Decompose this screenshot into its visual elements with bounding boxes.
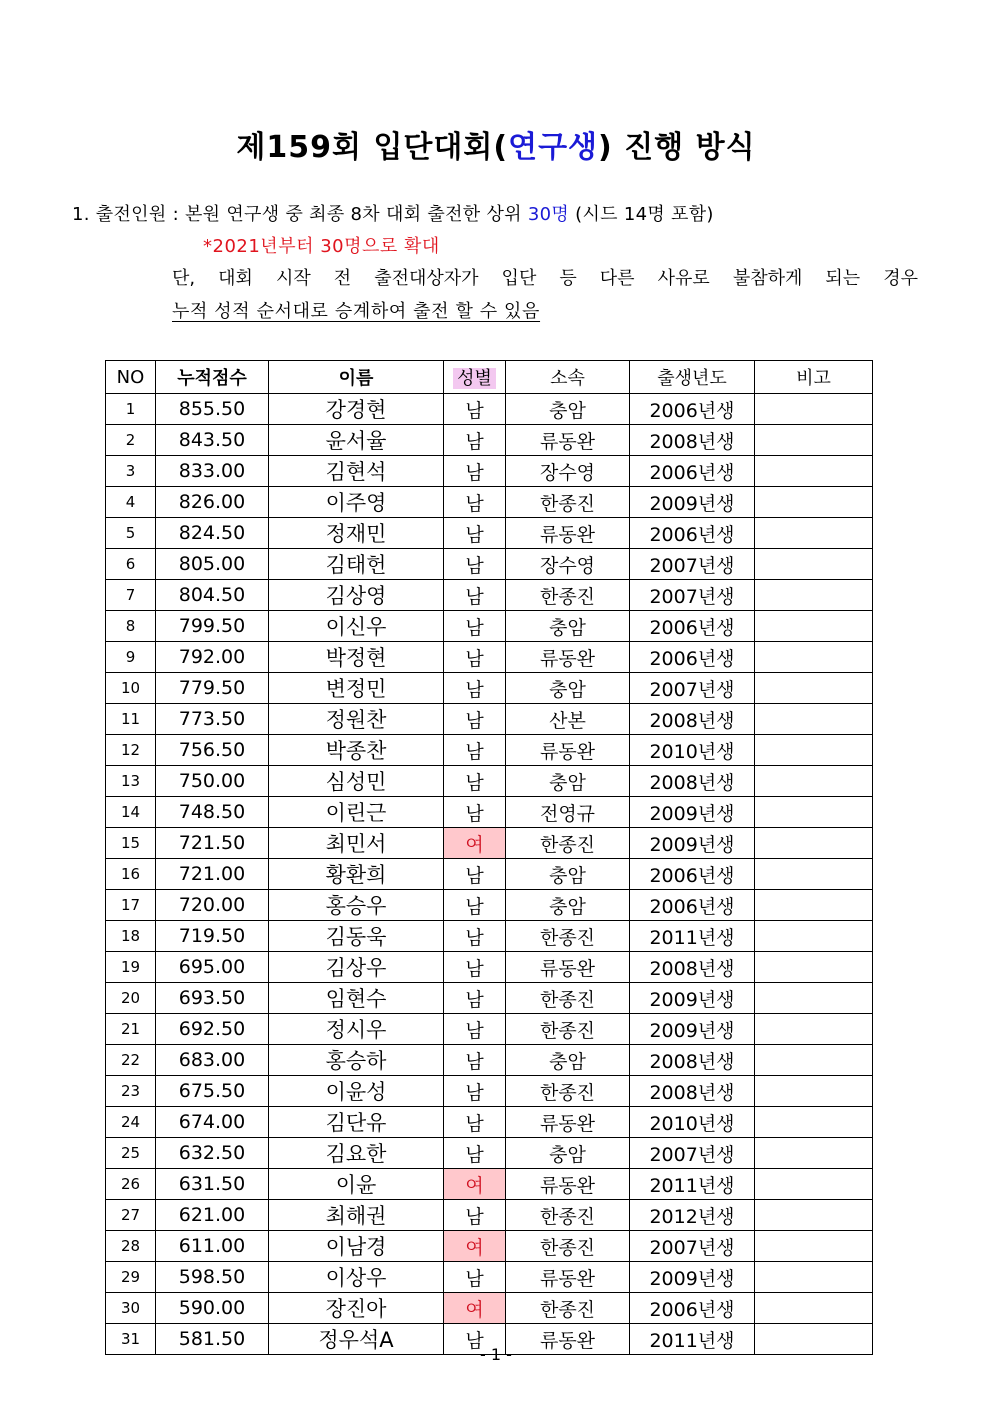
participants-count: 30명 bbox=[527, 204, 570, 225]
cell-note bbox=[755, 518, 873, 549]
cell-note bbox=[755, 1107, 873, 1138]
header-gender bbox=[444, 361, 506, 394]
table-row bbox=[106, 1138, 873, 1169]
header-name: 이름 bbox=[269, 361, 444, 394]
cell-gender: 남 bbox=[444, 766, 506, 797]
cell-club: 류동완 bbox=[506, 735, 630, 766]
participants-line bbox=[72, 200, 714, 226]
cell-score: 598.50 bbox=[156, 1262, 269, 1293]
table-row bbox=[106, 456, 873, 487]
cell-name: 최민서 bbox=[269, 828, 444, 859]
cell-no: 29 bbox=[106, 1262, 156, 1293]
cell-club: 산본 bbox=[506, 704, 630, 735]
cell-name: 김태헌 bbox=[269, 549, 444, 580]
cell-note bbox=[755, 642, 873, 673]
table-row bbox=[106, 518, 873, 549]
cell-note bbox=[755, 1014, 873, 1045]
cell-name: 김단유 bbox=[269, 1107, 444, 1138]
cell-club: 한종진 bbox=[506, 921, 630, 952]
cell-gender: 남 bbox=[444, 952, 506, 983]
table-row bbox=[106, 1262, 873, 1293]
cell-club: 충암 bbox=[506, 394, 630, 425]
cell-club: 류동완 bbox=[506, 1262, 630, 1293]
table-row bbox=[106, 735, 873, 766]
cell-birth: 2009년생 bbox=[630, 983, 755, 1014]
cell-no: 16 bbox=[106, 859, 156, 890]
cell-club: 류동완 bbox=[506, 1324, 630, 1355]
cell-name: 윤서율 bbox=[269, 425, 444, 456]
cell-gender: 남 bbox=[444, 642, 506, 673]
cell-name: 이주영 bbox=[269, 487, 444, 518]
cell-name: 정시우 bbox=[269, 1014, 444, 1045]
table-row bbox=[106, 1293, 873, 1324]
cell-note bbox=[755, 580, 873, 611]
participant-table bbox=[105, 360, 873, 1355]
cell-gender: 남 bbox=[444, 890, 506, 921]
participants-text: 1. 출전인원 : 본원 연구생 중 최종 8차 대회 출전한 상위 bbox=[72, 204, 528, 225]
cell-club: 한종진 bbox=[506, 487, 630, 518]
cell-birth: 2007년생 bbox=[630, 549, 755, 580]
table-row bbox=[106, 1231, 873, 1262]
table-row bbox=[106, 1169, 873, 1200]
cell-score: 779.50 bbox=[156, 673, 269, 704]
table-row bbox=[106, 983, 873, 1014]
cell-name: 홍승우 bbox=[269, 890, 444, 921]
cell-birth: 2008년생 bbox=[630, 1045, 755, 1076]
table-row bbox=[106, 642, 873, 673]
table-row bbox=[106, 611, 873, 642]
cell-note bbox=[755, 859, 873, 890]
cell-note bbox=[755, 735, 873, 766]
cell-club: 한종진 bbox=[506, 1014, 630, 1045]
cell-club: 충암 bbox=[506, 859, 630, 890]
cell-no: 31 bbox=[106, 1324, 156, 1355]
cell-birth: 2008년생 bbox=[630, 1076, 755, 1107]
cell-gender: 남 bbox=[444, 1045, 506, 1076]
cell-no: 23 bbox=[106, 1076, 156, 1107]
cell-gender: 남 bbox=[444, 425, 506, 456]
cell-score: 621.00 bbox=[156, 1200, 269, 1231]
cell-score: 773.50 bbox=[156, 704, 269, 735]
cell-name: 황환희 bbox=[269, 859, 444, 890]
cell-no: 13 bbox=[106, 766, 156, 797]
cell-note bbox=[755, 673, 873, 704]
header-note: 비고 bbox=[755, 361, 873, 394]
table-row bbox=[106, 1014, 873, 1045]
cell-score: 719.50 bbox=[156, 921, 269, 952]
cell-note bbox=[755, 487, 873, 518]
cell-no: 14 bbox=[106, 797, 156, 828]
cell-club: 류동완 bbox=[506, 518, 630, 549]
cell-note bbox=[755, 921, 873, 952]
table-row bbox=[106, 549, 873, 580]
cell-gender: 남 bbox=[444, 735, 506, 766]
cell-note bbox=[755, 1293, 873, 1324]
cell-score: 675.50 bbox=[156, 1076, 269, 1107]
cell-score: 692.50 bbox=[156, 1014, 269, 1045]
cell-birth: 2007년생 bbox=[630, 1231, 755, 1262]
succession-line: 누적 성적 순서대로 승계하여 출전 할 수 있음 bbox=[172, 301, 541, 322]
cell-score: 590.00 bbox=[156, 1293, 269, 1324]
cell-name: 정재민 bbox=[269, 518, 444, 549]
cell-name: 변정민 bbox=[269, 673, 444, 704]
cell-birth: 2012년생 bbox=[630, 1200, 755, 1231]
cell-no: 25 bbox=[106, 1138, 156, 1169]
cell-gender: 남 bbox=[444, 1138, 506, 1169]
cell-score: 805.00 bbox=[156, 549, 269, 580]
table-row bbox=[106, 1076, 873, 1107]
cell-birth: 2006년생 bbox=[630, 890, 755, 921]
cell-no: 24 bbox=[106, 1107, 156, 1138]
cell-gender: 남 bbox=[444, 673, 506, 704]
cell-club: 장수영 bbox=[506, 456, 630, 487]
cell-no: 26 bbox=[106, 1169, 156, 1200]
cell-name: 이윤성 bbox=[269, 1076, 444, 1107]
cell-score: 750.00 bbox=[156, 766, 269, 797]
cell-club: 충암 bbox=[506, 1045, 630, 1076]
cell-score: 799.50 bbox=[156, 611, 269, 642]
cell-club: 한종진 bbox=[506, 1231, 630, 1262]
cell-club: 한종진 bbox=[506, 1076, 630, 1107]
cell-no: 2 bbox=[106, 425, 156, 456]
cell-no: 15 bbox=[106, 828, 156, 859]
cell-birth: 2006년생 bbox=[630, 394, 755, 425]
cell-no: 3 bbox=[106, 456, 156, 487]
cell-birth: 2007년생 bbox=[630, 580, 755, 611]
cell-note bbox=[755, 983, 873, 1014]
cell-score: 720.00 bbox=[156, 890, 269, 921]
table-row bbox=[106, 673, 873, 704]
cell-name: 임현수 bbox=[269, 983, 444, 1014]
cell-name: 김동욱 bbox=[269, 921, 444, 952]
cell-note bbox=[755, 611, 873, 642]
cell-no: 30 bbox=[106, 1293, 156, 1324]
cell-no: 1 bbox=[106, 394, 156, 425]
cell-score: 674.00 bbox=[156, 1107, 269, 1138]
cell-note bbox=[755, 797, 873, 828]
cell-club: 충암 bbox=[506, 611, 630, 642]
cell-note bbox=[755, 766, 873, 797]
cell-score: 721.50 bbox=[156, 828, 269, 859]
cell-birth: 2009년생 bbox=[630, 797, 755, 828]
cell-gender: 남 bbox=[444, 704, 506, 735]
cell-no: 11 bbox=[106, 704, 156, 735]
cell-gender: 남 bbox=[444, 921, 506, 952]
cell-gender: 남 bbox=[444, 1200, 506, 1231]
table-row bbox=[106, 425, 873, 456]
table-row bbox=[106, 859, 873, 890]
cell-birth: 2010년생 bbox=[630, 1107, 755, 1138]
cell-name: 김현석 bbox=[269, 456, 444, 487]
table-row bbox=[106, 890, 873, 921]
cell-no: 22 bbox=[106, 1045, 156, 1076]
cell-score: 748.50 bbox=[156, 797, 269, 828]
cell-club: 류동완 bbox=[506, 1107, 630, 1138]
cell-gender: 남 bbox=[444, 1262, 506, 1293]
cell-gender: 남 bbox=[444, 1076, 506, 1107]
cell-note bbox=[755, 394, 873, 425]
header-no: NO bbox=[106, 361, 156, 394]
cell-birth: 2008년생 bbox=[630, 425, 755, 456]
cell-birth: 2009년생 bbox=[630, 1262, 755, 1293]
cell-score: 804.50 bbox=[156, 580, 269, 611]
condition-line: 단, 대회 시작 전 출전대상자가 입단 등 다른 사유로 불참하게 되는 경우 bbox=[172, 268, 918, 289]
cell-birth: 2008년생 bbox=[630, 952, 755, 983]
cell-birth: 2011년생 bbox=[630, 921, 755, 952]
cell-score: 833.00 bbox=[156, 456, 269, 487]
cell-score: 826.00 bbox=[156, 487, 269, 518]
cell-gender: 남 bbox=[444, 580, 506, 611]
cell-no: 18 bbox=[106, 921, 156, 952]
title-text-end: ) 진행 방식 bbox=[598, 130, 756, 165]
cell-no: 27 bbox=[106, 1200, 156, 1231]
cell-score: 843.50 bbox=[156, 425, 269, 456]
cell-club: 류동완 bbox=[506, 642, 630, 673]
cell-no: 17 bbox=[106, 890, 156, 921]
cell-birth: 2009년생 bbox=[630, 1014, 755, 1045]
cell-birth: 2011년생 bbox=[630, 1324, 755, 1355]
table-row bbox=[106, 797, 873, 828]
cell-score: 632.50 bbox=[156, 1138, 269, 1169]
cell-gender: 남 bbox=[444, 549, 506, 580]
table-row bbox=[106, 1045, 873, 1076]
cell-name: 홍승하 bbox=[269, 1045, 444, 1076]
cell-name: 박정현 bbox=[269, 642, 444, 673]
cell-score: 792.00 bbox=[156, 642, 269, 673]
title-text: 제159회 입단대회( bbox=[236, 130, 509, 165]
cell-gender: 남 bbox=[444, 487, 506, 518]
cell-no: 6 bbox=[106, 549, 156, 580]
cell-score: 824.50 bbox=[156, 518, 269, 549]
cell-club: 전영규 bbox=[506, 797, 630, 828]
cell-name: 심성민 bbox=[269, 766, 444, 797]
cell-score: 631.50 bbox=[156, 1169, 269, 1200]
cell-club: 한종진 bbox=[506, 983, 630, 1014]
cell-note bbox=[755, 425, 873, 456]
cell-club: 충암 bbox=[506, 890, 630, 921]
cell-club: 충암 bbox=[506, 1138, 630, 1169]
cell-birth: 2009년생 bbox=[630, 828, 755, 859]
cell-no: 10 bbox=[106, 673, 156, 704]
cell-birth: 2006년생 bbox=[630, 859, 755, 890]
cell-name: 장진아 bbox=[269, 1293, 444, 1324]
cell-club: 장수영 bbox=[506, 549, 630, 580]
cell-note bbox=[755, 952, 873, 983]
cell-name: 김상영 bbox=[269, 580, 444, 611]
cell-gender: 남 bbox=[444, 797, 506, 828]
header-score: 누적점수 bbox=[156, 361, 269, 394]
cell-note bbox=[755, 1231, 873, 1262]
cell-gender: 남 bbox=[444, 611, 506, 642]
cell-no: 28 bbox=[106, 1231, 156, 1262]
cell-gender: 여 bbox=[444, 828, 506, 859]
cell-gender: 여 bbox=[444, 1169, 506, 1200]
cell-score: 683.00 bbox=[156, 1045, 269, 1076]
cell-note bbox=[755, 1262, 873, 1293]
cell-gender: 남 bbox=[444, 518, 506, 549]
page-number: - 1 - bbox=[480, 1345, 512, 1364]
cell-note bbox=[755, 456, 873, 487]
cell-club: 충암 bbox=[506, 673, 630, 704]
cell-birth: 2007년생 bbox=[630, 1138, 755, 1169]
cell-score: 721.00 bbox=[156, 859, 269, 890]
cell-gender: 여 bbox=[444, 1293, 506, 1324]
cell-no: 19 bbox=[106, 952, 156, 983]
cell-gender: 남 bbox=[444, 859, 506, 890]
title-highlight: 연구생 bbox=[508, 130, 599, 165]
cell-no: 4 bbox=[106, 487, 156, 518]
header-gender-label: 성별 bbox=[453, 368, 496, 389]
cell-name: 이린근 bbox=[269, 797, 444, 828]
cell-name: 최해권 bbox=[269, 1200, 444, 1231]
cell-note bbox=[755, 828, 873, 859]
cell-note bbox=[755, 1200, 873, 1231]
cell-score: 581.50 bbox=[156, 1324, 269, 1355]
header-club: 소속 bbox=[506, 361, 630, 394]
table-row bbox=[106, 487, 873, 518]
cell-club: 한종진 bbox=[506, 580, 630, 611]
cell-gender: 남 bbox=[444, 1324, 506, 1355]
table-row bbox=[106, 766, 873, 797]
header-birth: 출생년도 bbox=[630, 361, 755, 394]
cell-club: 류동완 bbox=[506, 952, 630, 983]
cell-club: 한종진 bbox=[506, 1200, 630, 1231]
participants-seed: (시드 14명 포함) bbox=[569, 204, 714, 225]
cell-birth: 2006년생 bbox=[630, 642, 755, 673]
cell-gender: 남 bbox=[444, 983, 506, 1014]
cell-club: 한종진 bbox=[506, 1293, 630, 1324]
cell-no: 7 bbox=[106, 580, 156, 611]
cell-club: 류동완 bbox=[506, 1169, 630, 1200]
cell-club: 충암 bbox=[506, 766, 630, 797]
cell-gender: 남 bbox=[444, 456, 506, 487]
cell-birth: 2007년생 bbox=[630, 673, 755, 704]
cell-name: 정원찬 bbox=[269, 704, 444, 735]
table-row bbox=[106, 952, 873, 983]
table-row bbox=[106, 1200, 873, 1231]
cell-no: 9 bbox=[106, 642, 156, 673]
cell-birth: 2006년생 bbox=[630, 1293, 755, 1324]
cell-score: 611.00 bbox=[156, 1231, 269, 1262]
cell-birth: 2011년생 bbox=[630, 1169, 755, 1200]
cell-no: 20 bbox=[106, 983, 156, 1014]
cell-name: 이윤 bbox=[269, 1169, 444, 1200]
cell-birth: 2008년생 bbox=[630, 704, 755, 735]
cell-no: 21 bbox=[106, 1014, 156, 1045]
cell-birth: 2009년생 bbox=[630, 487, 755, 518]
table-row bbox=[106, 704, 873, 735]
cell-gender: 남 bbox=[444, 394, 506, 425]
table-row bbox=[106, 828, 873, 859]
cell-birth: 2006년생 bbox=[630, 611, 755, 642]
cell-gender: 남 bbox=[444, 1014, 506, 1045]
cell-score: 756.50 bbox=[156, 735, 269, 766]
cell-name: 박종찬 bbox=[269, 735, 444, 766]
cell-name: 강경현 bbox=[269, 394, 444, 425]
cell-birth: 2006년생 bbox=[630, 518, 755, 549]
cell-note bbox=[755, 1045, 873, 1076]
cell-score: 693.50 bbox=[156, 983, 269, 1014]
cell-name: 이남경 bbox=[269, 1231, 444, 1262]
cell-note bbox=[755, 1138, 873, 1169]
cell-name: 김요한 bbox=[269, 1138, 444, 1169]
cell-birth: 2006년생 bbox=[630, 456, 755, 487]
table-row bbox=[106, 580, 873, 611]
cell-note bbox=[755, 1169, 873, 1200]
cell-no: 8 bbox=[106, 611, 156, 642]
cell-name: 정우석A bbox=[269, 1324, 444, 1355]
cell-birth: 2010년생 bbox=[630, 735, 755, 766]
cell-no: 12 bbox=[106, 735, 156, 766]
cell-note bbox=[755, 1076, 873, 1107]
table-row bbox=[106, 921, 873, 952]
table-row bbox=[106, 1107, 873, 1138]
cell-gender: 남 bbox=[444, 1107, 506, 1138]
cell-no: 5 bbox=[106, 518, 156, 549]
table-header-row bbox=[106, 361, 873, 394]
cell-name: 이상우 bbox=[269, 1262, 444, 1293]
cell-gender: 여 bbox=[444, 1231, 506, 1262]
cell-score: 695.00 bbox=[156, 952, 269, 983]
expansion-note: *2021년부터 30명으로 확대 bbox=[203, 236, 440, 257]
cell-note bbox=[755, 704, 873, 735]
cell-club: 한종진 bbox=[506, 828, 630, 859]
cell-score: 855.50 bbox=[156, 394, 269, 425]
table-row bbox=[106, 394, 873, 425]
cell-name: 이신우 bbox=[269, 611, 444, 642]
cell-name: 김상우 bbox=[269, 952, 444, 983]
cell-note bbox=[755, 549, 873, 580]
cell-birth: 2008년생 bbox=[630, 766, 755, 797]
cell-note bbox=[755, 890, 873, 921]
page-title bbox=[0, 122, 992, 166]
cell-club: 류동완 bbox=[506, 425, 630, 456]
